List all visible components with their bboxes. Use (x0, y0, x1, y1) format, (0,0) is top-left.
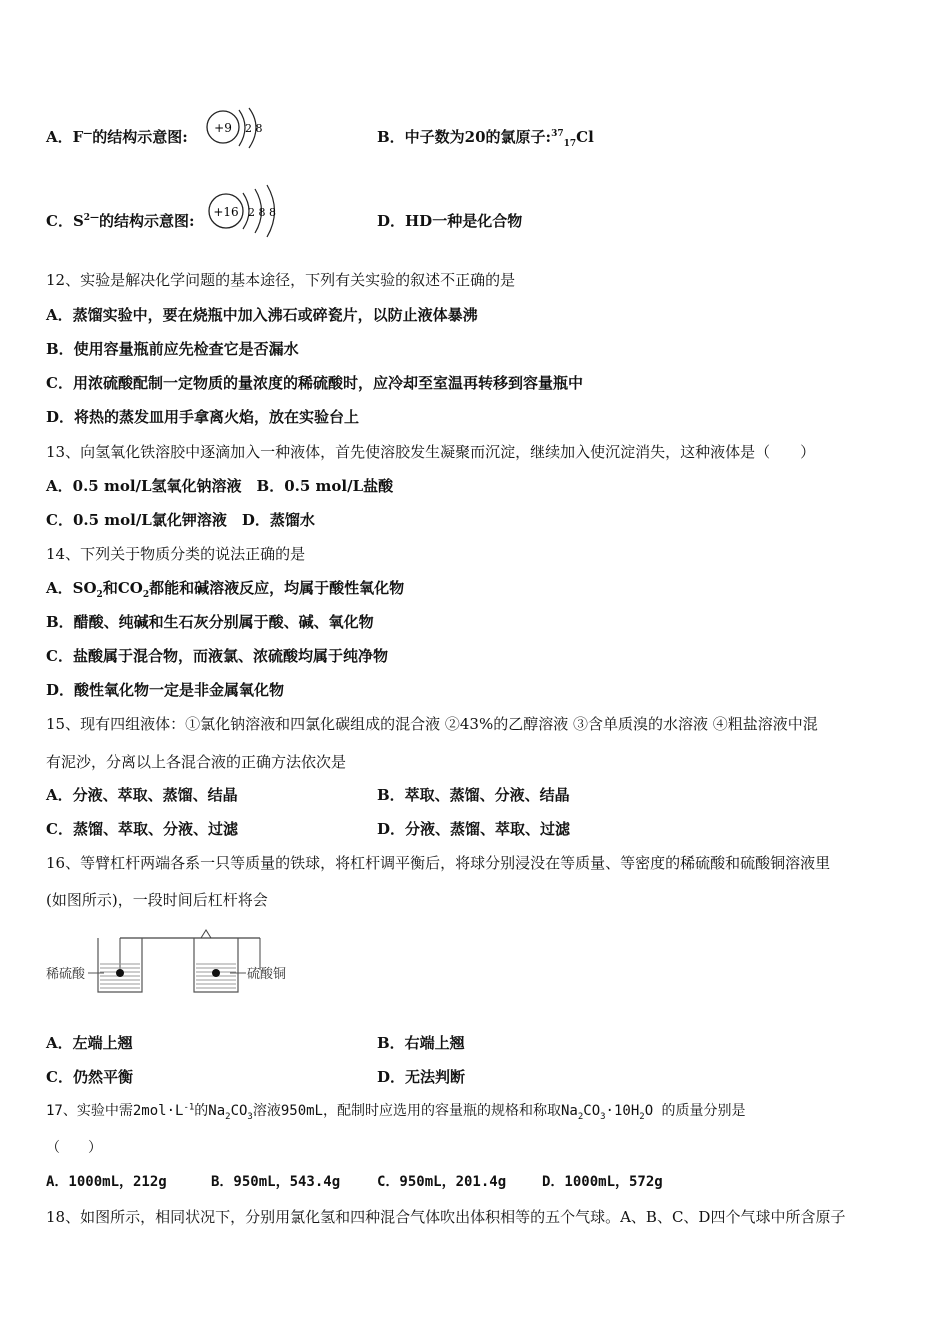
shell-electrons: 2 8 (245, 122, 263, 135)
q16-option-b: B．右端上翘 (377, 1034, 465, 1052)
q17-stem: 17、实验中需$2mol\cdot L^{-1}$的$Na_2CO_3$溶液950mL，配制时应选用的容量瓶的规格和称取$Na_2CO_3\cdot 10H_2O$ 的质量分别是 (46, 1102, 746, 1122)
q17-answer-paren: （ ） (46, 1140, 102, 1156)
q12-option-d: D．将热的蒸发皿用手拿离火焰，放在实验台上 (46, 408, 360, 426)
q17-option-b: B．950mL，543.4g (211, 1174, 341, 1190)
q14-option-b: B．醋酸、纯碱和生石灰分别属于酸、碱、氧化物 (46, 613, 374, 631)
q16-option-c: C．仍然平衡 (46, 1068, 133, 1086)
q13-stem: 13、向氢氧化铁溶胶中逐滴加入一种液体，首先使溶胶发生凝聚而沉淀，继续加入使沉淀消失，这种液体是（ ） (46, 443, 816, 461)
q12-option-c: C．用浓硫酸配制一定物质的量浓度的稀硫酸时，应冷却至室温再转移到容量瓶中 (46, 374, 583, 392)
q13-options-cd: C．0.5 mol/L氯化钾溶液 D．蒸馏水 (46, 511, 315, 529)
q18-stem: 18、如图所示，相同状况下，分别用氯化氢和四种混合气体吹出体积相等的五个气球。A、B、C、D四个气球中所含原子 (46, 1208, 846, 1226)
q17-option-d: D．1000mL，572g (542, 1174, 663, 1190)
q11-option-a: A．F—的结构示意图: (46, 128, 188, 146)
right-beaker (194, 938, 238, 992)
q15-stem-line2: 有泥沙，分离以上各混合液的正确方法依次是 (46, 753, 347, 771)
q17-option-c: C．950mL，201.4g (377, 1174, 507, 1190)
right-label: 硫酸铜 (247, 967, 287, 982)
fluoride-structure-diagram (203, 106, 273, 154)
nucleus-charge: +16 (213, 205, 239, 219)
q16-option-d: D．无法判断 (377, 1068, 466, 1086)
q12-stem: 12、实验是解决化学问题的基本途径，下列有关实验的叙述不正确的是 (46, 271, 516, 289)
q16-stem-line1: 16、等臂杠杆两端各系一只等质量的铁球，将杠杆调平衡后，将球分别浸没在等质量、等密度的稀硫酸和硫酸铜溶液里 (46, 854, 831, 872)
q11-option-b: B．中子数为20的氯原子:$^{37}_{17}$Cl (377, 128, 594, 149)
q14-option-d: D．酸性氧化物一定是非金属氧化物 (46, 681, 285, 699)
shell-electrons: 2 8 8 (248, 206, 276, 219)
nucleus-charge: +9 (214, 121, 232, 135)
left-iron-ball (116, 969, 124, 977)
q16-option-a: A．左端上翘 (46, 1034, 133, 1052)
q12-option-b: B．使用容量瓶前应先检查它是否漏水 (46, 340, 299, 358)
q15-option-d: D．分液、蒸馏、萃取、过滤 (377, 820, 571, 838)
left-label: 稀硫酸 (46, 967, 86, 982)
q13-options-ab: A．0.5 mol/L氢氧化钠溶液 B．0.5 mol/L盐酸 (46, 477, 394, 495)
q15-option-a: A．分液、萃取、蒸馏、结晶 (46, 786, 238, 804)
sulfide-structure-diagram (205, 183, 285, 239)
q11-option-c: C．$S^{2—}$的结构示意图: (46, 212, 195, 230)
q16-stem-line2: (如图所示)，一段时间后杠杆将会 (46, 891, 268, 909)
right-iron-ball (212, 969, 220, 977)
q12-option-a: A．蒸馏实验中，要在烧瓶中加入沸石或碎瓷片，以防止液体暴沸 (46, 306, 478, 324)
fulcrum (201, 930, 211, 938)
q14-option-c: C．盐酸属于混合物，而液氯、浓硫酸均属于纯净物 (46, 647, 388, 665)
q15-option-c: C．蒸馏、萃取、分液、过滤 (46, 820, 238, 838)
lever-diagram (44, 918, 294, 1000)
q14-stem: 14、下列关于物质分类的说法正确的是 (46, 545, 306, 563)
q17-option-a: A．1000mL，212g (46, 1174, 167, 1190)
q11-option-d: D．HD一种是化合物 (377, 212, 523, 230)
q15-stem-line1: 15、现有四组液体：①氯化钠溶液和四氯化碳组成的混合液 ②43%的乙醇溶液 ③含单质溴的水溶液 ④粗盐溶液中混 (46, 715, 818, 733)
q15-option-b: B．萃取、蒸馏、分液、结晶 (377, 786, 570, 804)
q14-option-a: A．$SO_2$和$CO_2$都能和碱溶液反应，均属于酸性氧化物 (46, 579, 405, 600)
